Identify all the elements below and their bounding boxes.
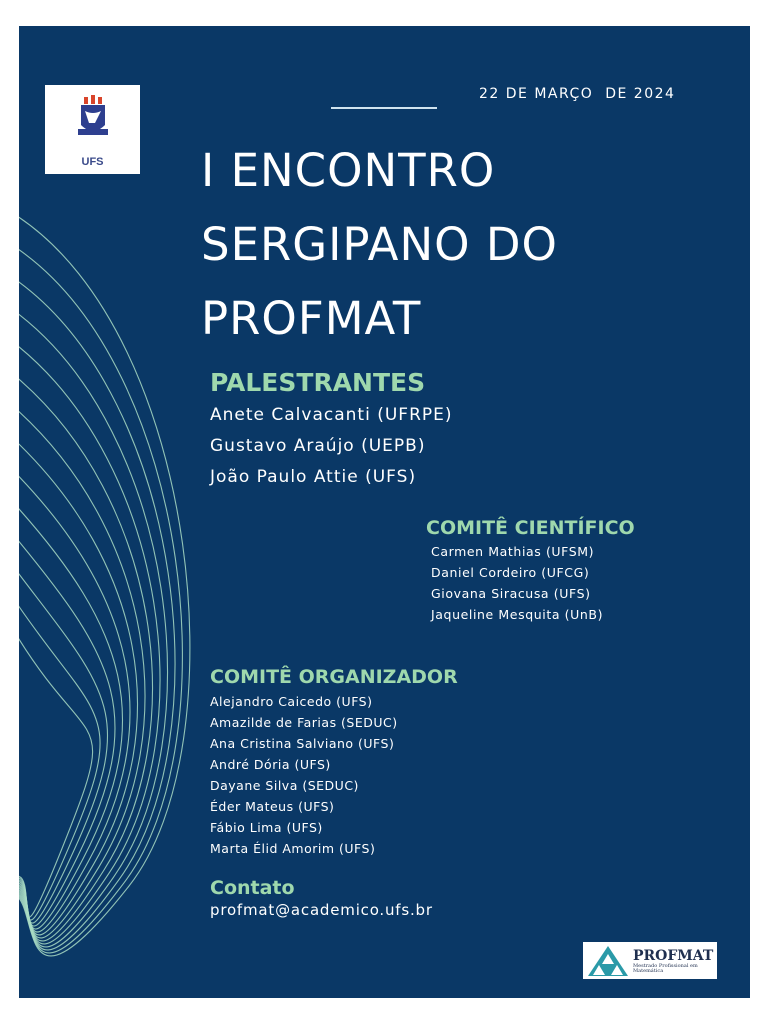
speaker-item: Gustavo Araújo (UEPB): [210, 436, 426, 456]
contato-heading: Contato: [210, 877, 295, 899]
title-line-2: SERGIPANO DO: [201, 218, 558, 271]
organizer-member: Amazilde de Farias (SEDUC): [210, 715, 398, 730]
wave-line: [19, 345, 160, 944]
profmat-logo-subtitle: Mestrado Profissional em Matemática: [633, 963, 698, 974]
wave-line: [19, 539, 115, 926]
committee-member: Daniel Cordeiro (UFCG): [431, 565, 590, 580]
ufs-logo-text: UFS: [81, 156, 104, 168]
speaker-item: João Paulo Attie (UFS): [210, 467, 417, 487]
committee-member: Giovana Siracusa (UFS): [431, 586, 591, 601]
comite-cientifico-list: [431, 541, 603, 625]
palestrantes-heading: PALESTRANTES: [210, 368, 426, 397]
wave-line: [19, 571, 108, 923]
organizer-member: Ana Cristina Salviano (UFS): [210, 736, 395, 751]
profmat-logo: [583, 942, 717, 979]
organizer-member: Fábio Lima (UFS): [210, 820, 323, 835]
ufs-logo: [45, 85, 140, 174]
wave-line: [19, 248, 182, 953]
wave-line: [19, 636, 93, 917]
wave-line: [19, 604, 100, 920]
speaker-item: Anete Calvacanti (UFRPE): [210, 405, 453, 425]
wave-line: [19, 410, 145, 938]
committee-member: Carmen Mathias (UFSM): [431, 544, 595, 559]
organizer-member: Dayane Silva (SEDUC): [210, 778, 359, 793]
organizer-member: Éder Mateus (UFS): [210, 799, 335, 814]
profmat-logo-name: PROFMAT: [633, 948, 714, 964]
contact-email[interactable]: profmat@academico.ufs.br: [210, 901, 433, 919]
date-divider: [331, 107, 437, 109]
title-line-3: PROFMAT: [201, 292, 422, 345]
profmat-triangle-icon: [587, 945, 629, 977]
committee-member: Jaqueline Mesquita (UnB): [431, 607, 604, 622]
poster: [19, 26, 750, 998]
palestrantes-list: [210, 400, 453, 493]
organizer-member: André Dória (UFS): [210, 757, 331, 772]
event-date: 22 DE MARÇO DE 2024: [479, 86, 676, 102]
organizer-member: Marta Élid Amorim (UFS): [210, 841, 376, 856]
title-line-1: I ENCONTRO: [201, 144, 496, 197]
event-title: [201, 134, 558, 356]
comite-organizador-list: [210, 691, 398, 859]
comite-organizador-heading: COMITÊ ORGANIZADOR: [210, 666, 458, 688]
comite-cientifico-heading: COMITÊ CIENTÍFICO: [426, 517, 635, 539]
wave-line: [19, 378, 152, 941]
organizer-member: Alejandro Caicedo (UFS): [210, 694, 373, 709]
